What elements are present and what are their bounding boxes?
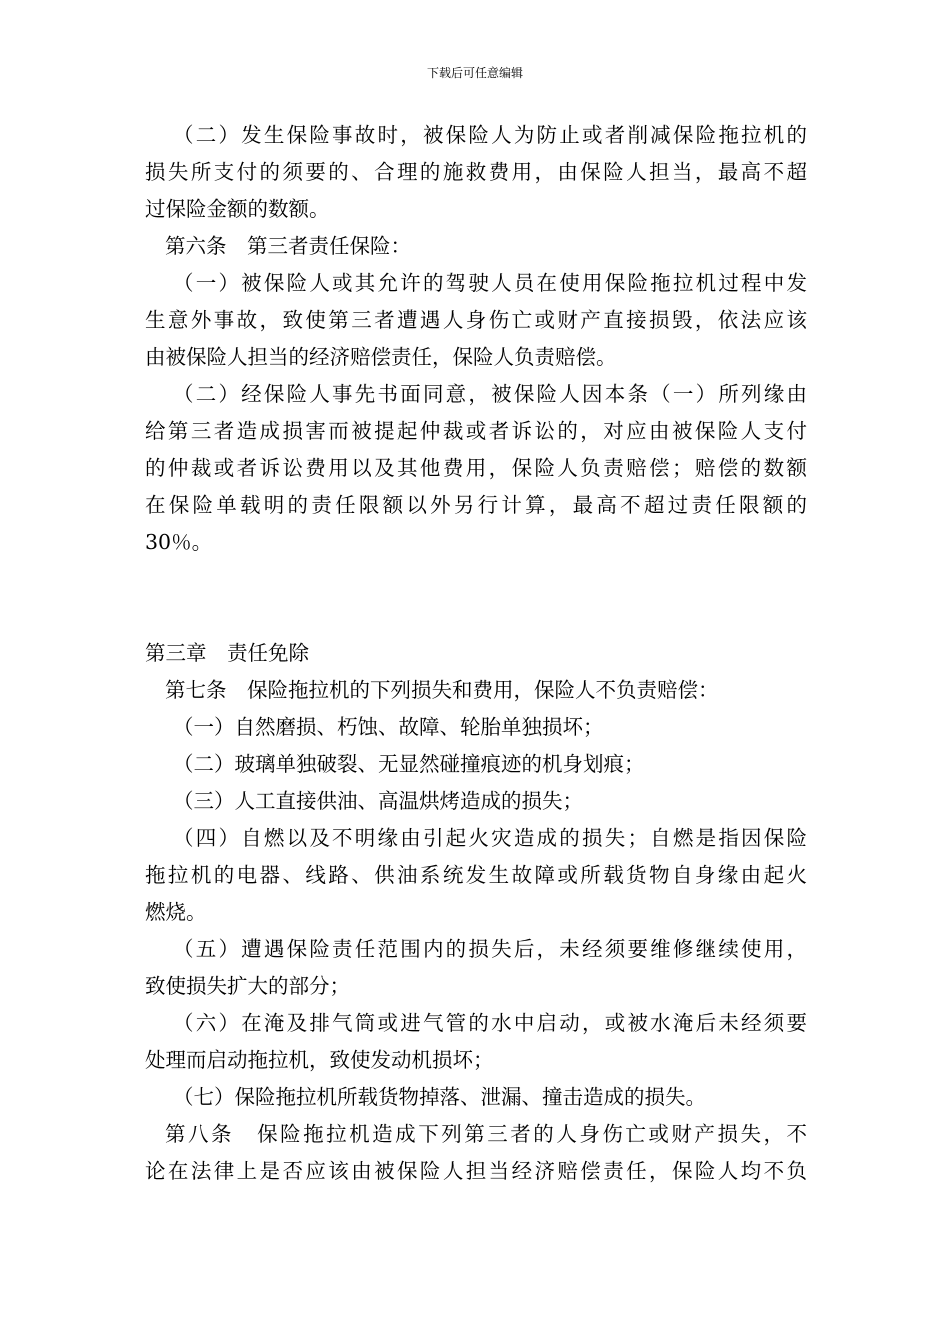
list-item: （六）在淹及排气筒或进气管的水中启动，或被水淹后未经须要	[173, 1011, 807, 1035]
paragraph-line: 由被保险人担当的经济赔偿责任，保险人负责赔偿。	[145, 345, 617, 369]
list-item: （一）自然磨损、朽蚀、故障、轮胎单独损坏；	[173, 715, 604, 739]
paragraph-line: （二）发生保险事故时，被保险人为防止或者削减保险拖拉机的	[173, 123, 807, 147]
paragraph-line: 30％。	[145, 530, 213, 554]
paragraph-line: 过保险金额的数额。	[145, 197, 330, 221]
page-header: 下载后可任意编辑	[426, 66, 523, 80]
paragraph-line: （二）经保险人事先书面同意，被保险人因本条（一）所列缘由	[173, 382, 807, 406]
paragraph-line: 燃烧。	[145, 900, 207, 924]
list-item: （四）自燃以及不明缘由引起火灾造成的损失；自燃是指因保险	[173, 826, 807, 850]
paragraph-line: 损失所支付的须要的、合理的施救费用，由保险人担当，最高不超	[145, 160, 807, 184]
section-gap	[145, 561, 807, 635]
list-item: （二）玻璃单独破裂、无显然碰撞痕迹的机身划痕；	[173, 752, 645, 776]
paragraph-line: 致使损失扩大的部分；	[145, 974, 350, 998]
list-item: （三）人工直接供油、高温烘烤造成的损失；	[173, 789, 583, 813]
paragraph-line: （一）被保险人或其允许的驾驶人员在使用保险拖拉机过程中发	[173, 271, 807, 295]
paragraph-line: 生意外事故，致使第三者遭遇人身伤亡或财产直接损毁，依法应该	[145, 308, 807, 332]
article-heading: 第六条 第三者责任保险：	[165, 234, 411, 258]
article-heading: 第七条 保险拖拉机的下列损失和费用，保险人不负责赔偿：	[165, 678, 719, 702]
paragraph-line: 在保险单载明的责任限额以外另行计算，最高不超过责任限额的	[145, 493, 807, 517]
list-item: （七）保险拖拉机所载货物掉落、泄漏、撞击造成的损失。	[173, 1085, 706, 1109]
paragraph-line: 处理而启动拖拉机，致使发动机损坏；	[145, 1048, 494, 1072]
paragraph-line: 拖拉机的电器、线路、供油系统发生故障或所载货物自身缘由起火	[145, 863, 807, 887]
article-heading: 第八条 保险拖拉机造成下列第三者的人身伤亡或财产损失，不	[165, 1122, 807, 1146]
paragraph-line: 给第三者造成损害而被提起仲裁或者诉讼的，对应由被保险人支付	[145, 419, 807, 443]
paragraph-line: 论在法律上是否应该由被保险人担当经济赔偿责任，保险人均不负	[145, 1159, 807, 1183]
list-item: （五）遭遇保险责任范围内的损失后，未经须要维修继续使用，	[173, 937, 807, 961]
document-body	[145, 117, 807, 1190]
paragraph-line: 的仲裁或者诉讼费用以及其他费用，保险人负责赔偿；赔偿的数额	[145, 456, 807, 480]
chapter-heading: 第三章 责任免除	[145, 641, 309, 665]
